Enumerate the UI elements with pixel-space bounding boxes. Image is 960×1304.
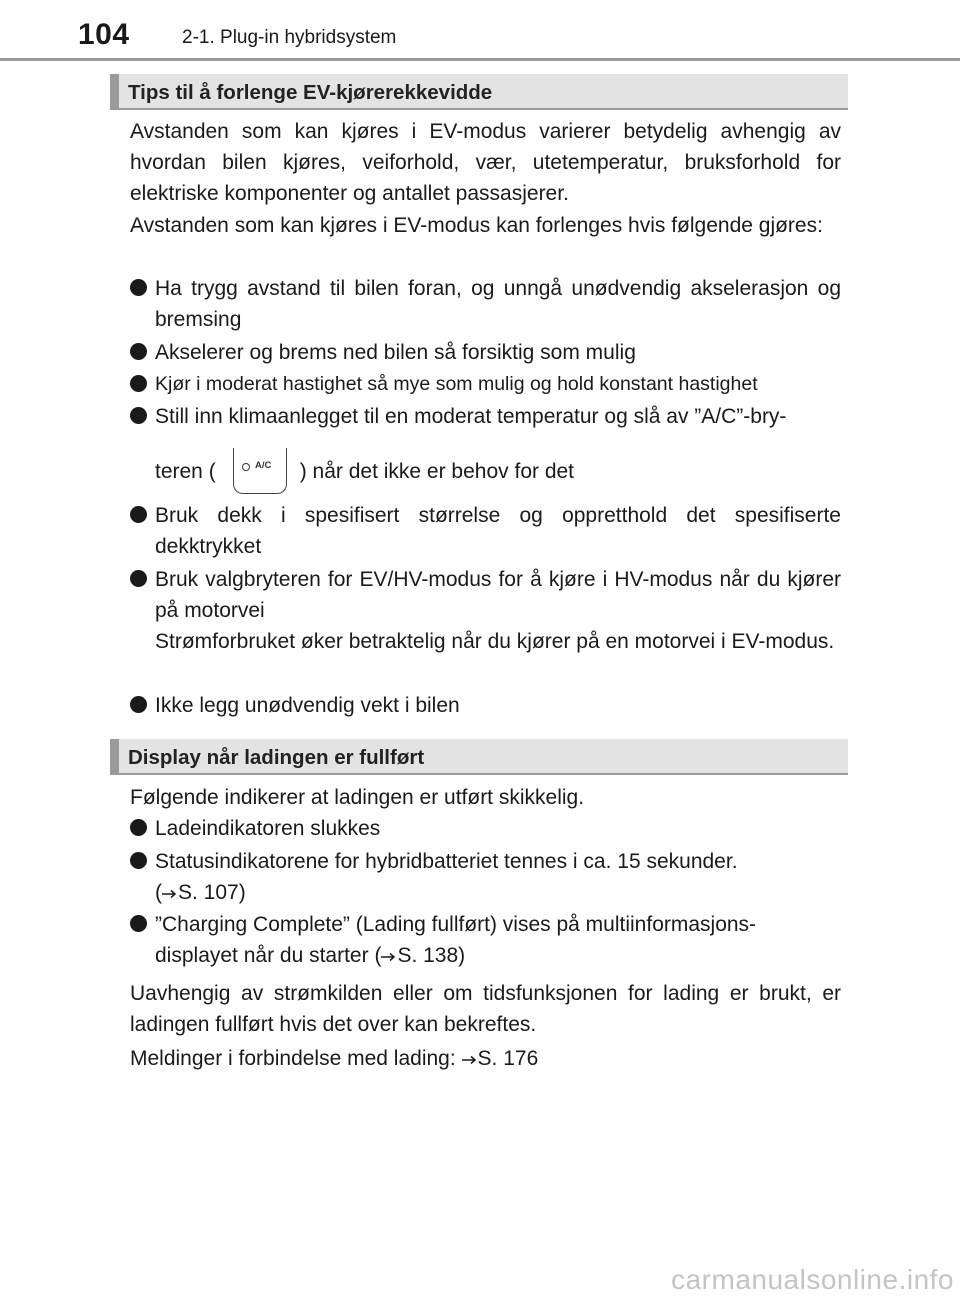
list-item-text: Kjør i moderat hastighet så mye som mulig og hold konstant hastighet (155, 373, 758, 395)
list-item-text: Ha trygg avstand til bilen foran, og unngå unødvendig akselerasjon og bremsing (155, 277, 841, 331)
list-item (130, 337, 841, 368)
bullet-icon (130, 852, 147, 869)
list-item (130, 500, 841, 562)
bullet-icon (130, 279, 147, 296)
list-item (130, 690, 841, 721)
list-item (130, 369, 841, 400)
page-reference-link[interactable]: S. 107) (178, 881, 246, 904)
arrow-right-icon (381, 949, 397, 961)
list-item (130, 564, 841, 657)
list-item (130, 401, 841, 432)
list-item (130, 909, 841, 971)
list-item-text: ”Charging Complete” (Lading fullført) vises på multiinformasjons- (155, 913, 757, 936)
bullet-icon (130, 343, 147, 360)
section-heading-text: Display når ladingen er fullført (128, 746, 425, 769)
chapter-title: 2-1. Plug-in hybridsystem (182, 27, 397, 48)
bullet-icon (130, 570, 147, 587)
list-item-text: Bruk valgbryteren for EV/HV-modus for å kjøre i HV-modus når du kjører på motorvei (155, 568, 841, 622)
bullet-icon (130, 819, 147, 836)
list-item-text: Statusindikatorene for hybridbatteriet tennes i ca. 15 sekunder. (155, 850, 738, 873)
watermark: carmanualsonline.info (671, 1264, 954, 1295)
paragraph-charging-messages (130, 1043, 841, 1074)
bullet-icon (130, 915, 147, 932)
paragraph-ev-range-intro: Avstanden som kan kjøres i EV-modus varierer betydelig avhengig av hvordan bilen kjøres, veiforhold, vær, utetemperatur, bruksforhold for elektriske komponenter og antallet passasjerer. (130, 120, 841, 205)
page-reference-link[interactable]: S. 138) (397, 944, 466, 967)
paragraph-ev-range-extend: Avstanden som kan kjøres i EV-modus kan forlenges hvis følgende gjøres: (130, 214, 823, 237)
list-item-text: Bruk dekk i spesifisert størrelse og oppretthold det spesifiserte dekktrykket (155, 504, 841, 558)
list-item-text: Ikke legg unødvendig vekt i bilen (155, 694, 460, 717)
indicator-light-icon (242, 463, 250, 471)
arrow-right-icon (462, 1052, 478, 1064)
list-item-text: teren ( (155, 460, 216, 483)
arrow-right-icon (162, 886, 178, 898)
ac-button-label: A/C (255, 460, 272, 471)
list-item-text: ( (155, 881, 162, 904)
list-item (130, 846, 841, 908)
list-item-text: displayet når du starter ( (155, 944, 382, 967)
ac-button-icon (233, 448, 287, 494)
section-heading-text: Tips til å forlenge EV-kjørerekkevidde (128, 81, 493, 104)
paragraph-charging-intro: Følgende indikerer at ladingen er utført skikkelig. (130, 786, 585, 809)
section-heading-charging-complete (110, 739, 848, 775)
paragraph-charging-confirm: Uavhengig av strømkilden eller om tidsfunksjonen for lading er brukt, er ladingen fullført hvis det over kan bekreftes. (130, 982, 841, 1036)
paragraph-text: Meldinger i forbindelse med lading: (130, 1047, 462, 1070)
section-heading-ev-range (110, 74, 848, 110)
list-item (130, 813, 841, 844)
bullet-icon (130, 407, 147, 424)
page-reference-link[interactable]: S. 176 (477, 1047, 539, 1070)
list-item-text: Ladeindikatoren slukkes (155, 817, 381, 840)
bullet-icon (130, 506, 147, 523)
list-item-note: Strømforbruket øker betraktelig når du kjører på en motorvei i EV-modus. (155, 630, 835, 653)
list-item-text: ) når det ikke er behov for det (299, 460, 575, 483)
list-item-text: Still inn klimaanlegget til en moderat temperatur og slå av ”A/C”-bry- (155, 405, 787, 428)
list-item-text: Akselerer og brems ned bilen så forsiktig som mulig (155, 341, 636, 364)
list-item (130, 273, 841, 335)
header-divider (0, 58, 960, 61)
bullet-icon (130, 375, 147, 392)
bullet-icon (130, 696, 147, 713)
page-number: 104 (78, 18, 130, 51)
